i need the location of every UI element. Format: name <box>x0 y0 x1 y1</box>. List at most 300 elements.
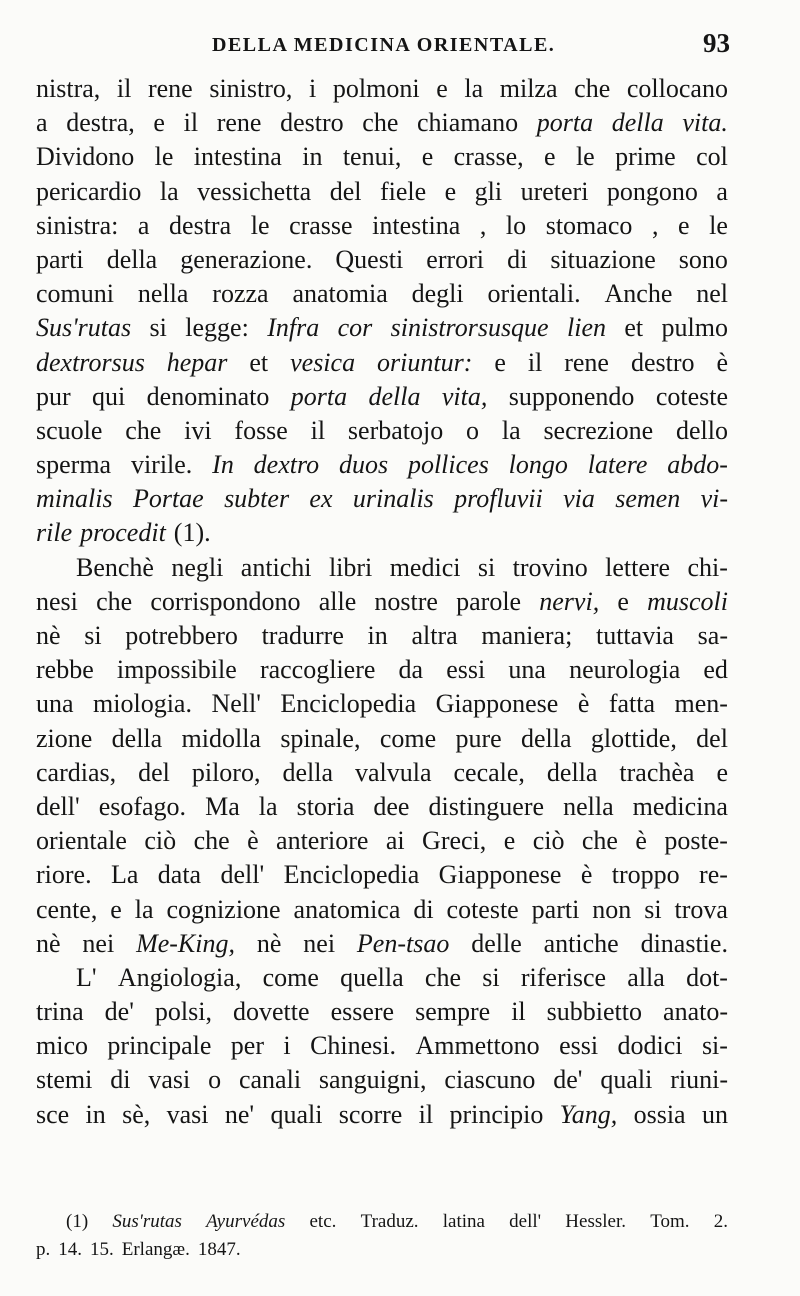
word: riferisce <box>520 962 607 992</box>
word: destro <box>280 108 344 138</box>
word: potrebbero <box>125 621 238 650</box>
word: lien <box>567 313 606 343</box>
word: alla <box>627 962 665 992</box>
word: crasse <box>289 210 353 240</box>
text-line <box>36 653 728 687</box>
word: pongono <box>606 176 698 206</box>
word: le <box>709 210 728 240</box>
word: si <box>149 313 167 343</box>
word: Ammettono <box>415 1031 540 1061</box>
word: supponendo <box>508 381 635 411</box>
word: anteriore <box>276 826 369 856</box>
text-line <box>36 482 728 516</box>
word: latina <box>442 1211 485 1232</box>
word: vessichetta <box>197 176 312 206</box>
word: urinalis <box>352 484 434 514</box>
word: le <box>250 210 270 240</box>
text-line <box>36 1236 728 1264</box>
text-line <box>36 893 728 927</box>
word: trina <box>36 997 84 1027</box>
word: trova <box>674 894 728 924</box>
text-line <box>36 790 728 824</box>
word: , <box>479 210 487 240</box>
running-head: DELLA MEDICINA ORIENTALE. <box>212 34 556 56</box>
word: pollices <box>407 450 489 480</box>
word: comuni <box>36 279 114 309</box>
word: Giapponese <box>438 860 562 890</box>
word: dot- <box>686 962 728 992</box>
word: il <box>418 1099 434 1129</box>
word: del <box>138 757 170 787</box>
word: parole <box>456 586 522 616</box>
word: in <box>302 142 323 172</box>
footnote <box>36 1208 728 1264</box>
word: lo <box>505 210 527 240</box>
word: si <box>482 962 500 992</box>
word: o <box>466 415 480 445</box>
word: storia <box>296 791 355 821</box>
word: subter <box>224 484 290 514</box>
word: de' <box>104 997 134 1027</box>
word: milza <box>499 74 558 103</box>
word: qui <box>92 381 126 411</box>
text-line <box>36 824 728 858</box>
word: e <box>421 142 434 172</box>
word: Infra <box>267 313 320 343</box>
text-line <box>36 243 728 277</box>
word: generazione. <box>180 244 313 274</box>
word: della <box>106 244 158 274</box>
word: impossibile <box>116 655 237 685</box>
word: destra, <box>66 108 135 138</box>
word: minalis <box>36 484 113 514</box>
text-line <box>36 516 728 550</box>
word: vita, <box>441 381 488 411</box>
text-line <box>36 175 728 209</box>
word: et <box>624 313 644 343</box>
word: nè <box>256 928 282 958</box>
word: 14. <box>58 1239 82 1260</box>
word: muscoli <box>647 586 728 616</box>
word: o <box>208 1065 222 1095</box>
word: tuttavia <box>595 621 674 650</box>
word: destra <box>169 210 232 240</box>
word: una <box>508 655 546 685</box>
word: ne' <box>224 1099 255 1129</box>
word: vasi <box>148 1065 191 1095</box>
word: sinistro, <box>209 74 293 103</box>
word: intestina <box>372 210 461 240</box>
word: nei <box>303 928 336 958</box>
word: degli <box>411 279 464 309</box>
word: della <box>282 757 333 787</box>
word: si- <box>701 1031 728 1061</box>
word: Ayurvédas <box>206 1211 286 1232</box>
word: et <box>249 347 269 377</box>
word: raccogliere <box>259 655 376 685</box>
word: rebbe <box>36 655 94 685</box>
word: sce <box>36 1099 70 1129</box>
word: coteste <box>655 381 728 411</box>
text-line <box>36 1098 728 1132</box>
word: Yang, <box>559 1099 618 1129</box>
word: rene <box>564 347 609 377</box>
word: midolla <box>181 723 261 753</box>
word: glottide, <box>590 723 677 753</box>
word: principio <box>449 1099 544 1129</box>
word: ex <box>309 484 333 514</box>
word: sperma <box>36 450 112 480</box>
word: è <box>577 689 590 719</box>
page-number: 93 <box>703 28 730 58</box>
word: che <box>125 415 162 445</box>
word: trachèa <box>619 757 695 787</box>
word: troppo <box>611 860 680 890</box>
word: sinistra: <box>36 210 119 240</box>
word: principale <box>107 1031 212 1061</box>
word: la <box>159 176 179 206</box>
word: il <box>116 74 132 103</box>
word: ciascuno <box>444 1065 536 1095</box>
text-line <box>36 448 728 482</box>
word: dodici <box>617 1031 683 1061</box>
word: intestina <box>193 142 282 172</box>
word: vesica <box>290 347 356 377</box>
word: valvula <box>354 757 432 787</box>
word: ureteri <box>520 176 589 206</box>
word: sono <box>678 244 728 274</box>
word: di <box>507 244 528 274</box>
word: dextrorsus <box>36 347 145 377</box>
text-line <box>36 106 728 140</box>
word: chiamano <box>417 108 519 138</box>
text-line <box>36 1063 728 1097</box>
word: Portae <box>132 484 204 514</box>
word: nella <box>137 279 189 309</box>
word: è <box>716 347 728 377</box>
word: dell' <box>36 791 80 821</box>
word: sempre <box>415 997 491 1027</box>
word: Chinesi. <box>310 1031 397 1061</box>
word: dextro <box>253 450 320 480</box>
word: è <box>247 826 259 856</box>
word: Giapponese <box>435 689 559 719</box>
word: delle <box>471 928 522 958</box>
text-line <box>36 722 728 756</box>
word: la <box>501 415 521 445</box>
word: vita. <box>682 108 728 138</box>
word: stemi <box>36 1065 93 1095</box>
word: nè <box>36 621 61 650</box>
word: antichi <box>240 552 312 582</box>
word: 15. <box>90 1239 114 1260</box>
word: come <box>262 962 319 992</box>
word: da <box>398 655 424 685</box>
word: le <box>154 142 174 172</box>
word: in <box>367 621 388 650</box>
word: e <box>678 210 690 240</box>
word: (1) <box>66 1211 89 1232</box>
word: Hessler. <box>565 1211 626 1232</box>
word: che <box>362 108 399 138</box>
word: La <box>110 860 139 890</box>
word: vi- <box>700 484 728 514</box>
word: situazione <box>550 244 656 274</box>
word: gli <box>474 176 503 206</box>
word: chi- <box>687 552 728 582</box>
word: polsi, <box>154 997 212 1027</box>
word: sinistrorsusque <box>390 313 549 343</box>
word: si <box>644 894 662 924</box>
word: porta <box>290 381 348 411</box>
word: serbatojo <box>347 415 444 445</box>
word: rile <box>36 518 73 548</box>
word: sa- <box>697 621 728 650</box>
word: Anche <box>604 279 673 309</box>
word: nostre <box>374 586 438 616</box>
word: dee <box>373 791 410 821</box>
word: le <box>575 142 595 172</box>
word: cardias, <box>36 757 117 787</box>
word: riuni- <box>670 1065 728 1095</box>
word: zione <box>36 723 93 753</box>
word: Erlangæ. <box>121 1239 190 1260</box>
word: dinastie. <box>640 928 728 958</box>
word: procedit <box>80 518 166 548</box>
word: virile. <box>130 450 193 480</box>
word: e <box>503 826 516 856</box>
word: Ma <box>205 791 240 821</box>
text-line <box>36 551 728 585</box>
word: del <box>696 723 728 753</box>
word: il <box>527 347 543 377</box>
word: dell' <box>220 860 265 890</box>
word: cor <box>337 313 373 343</box>
word: il <box>511 997 526 1027</box>
word: destro <box>630 347 695 377</box>
word: data <box>157 860 202 890</box>
word: a <box>716 176 728 206</box>
word: tradurre <box>261 621 344 650</box>
word: trovino <box>512 552 588 582</box>
word: medicina <box>632 791 728 821</box>
word: Benchè <box>76 552 154 582</box>
word: della <box>111 723 163 753</box>
word: che <box>193 826 230 856</box>
word: negli <box>171 552 224 582</box>
word: subbietto <box>546 997 643 1027</box>
word: nè <box>36 928 61 958</box>
word: che <box>574 74 611 103</box>
word: riore. <box>36 860 92 890</box>
word: nei <box>82 928 115 958</box>
word: sè, <box>122 1099 151 1129</box>
word: e <box>617 586 629 616</box>
text-line <box>36 687 728 721</box>
word: vasi <box>166 1099 209 1129</box>
text-line <box>36 140 728 174</box>
word: Angiologia, <box>117 962 242 992</box>
word: il <box>183 108 199 138</box>
word: i <box>309 74 317 103</box>
word: Tom. <box>650 1211 690 1232</box>
word: parti <box>36 244 84 274</box>
word: via <box>563 484 595 514</box>
word: libri <box>328 552 373 582</box>
word: maniera; <box>481 621 573 650</box>
word: come <box>379 723 437 753</box>
word: per <box>230 1031 264 1061</box>
word: dovette <box>233 997 310 1027</box>
word: quali <box>270 1099 323 1129</box>
word: cognizione <box>166 894 281 924</box>
word: scuole <box>36 415 103 445</box>
word: spinale, <box>280 723 361 753</box>
word: fosse <box>234 415 288 445</box>
word: orientale <box>36 826 127 856</box>
word: In <box>212 450 234 480</box>
word: altra <box>411 621 458 650</box>
word: , <box>651 210 659 240</box>
word: e <box>110 894 122 924</box>
page-header <box>36 28 730 62</box>
word: Sus'rutas <box>112 1211 182 1232</box>
word: men- <box>674 689 728 719</box>
word: un <box>701 1099 728 1129</box>
word: si <box>477 552 496 582</box>
word: prime <box>615 142 676 172</box>
word: ciò <box>144 826 177 856</box>
word: a <box>36 108 48 138</box>
word: tenui, <box>342 142 402 172</box>
word: Traduz. <box>360 1211 419 1232</box>
text-line <box>36 1029 728 1063</box>
word: che <box>96 586 133 616</box>
word: scorre <box>338 1099 403 1129</box>
word: latere <box>587 450 648 480</box>
word: anatomia <box>292 279 388 309</box>
word: che <box>424 962 462 992</box>
word: corrispondono <box>150 586 301 616</box>
word: 2. <box>713 1211 728 1232</box>
word: ai <box>385 826 405 856</box>
word: essi <box>446 655 486 685</box>
text-line <box>36 380 728 414</box>
word: crasse, <box>453 142 524 172</box>
text-line <box>36 961 728 995</box>
word: cente, <box>36 894 98 924</box>
word: oriuntur: <box>377 347 473 377</box>
word: orientali. <box>487 279 581 309</box>
word: polmoni <box>332 74 420 103</box>
text-line <box>36 619 728 653</box>
word: rozza <box>212 279 269 309</box>
word: canali <box>238 1065 302 1095</box>
word: rene <box>216 108 262 138</box>
word: la <box>134 894 154 924</box>
word: Dividono <box>36 142 135 172</box>
word: Enciclopedia <box>280 689 417 719</box>
text-line <box>36 585 728 619</box>
word: (1). <box>173 518 211 548</box>
word: pericardio <box>36 176 142 206</box>
word: neurologia <box>569 655 681 685</box>
word: sanguigni, <box>318 1065 427 1095</box>
word: della <box>546 757 598 787</box>
word: alle <box>318 586 357 616</box>
word: una <box>36 689 74 719</box>
word: poste- <box>664 826 728 856</box>
word: denominato <box>146 381 270 411</box>
word: Enciclopedia <box>283 860 420 890</box>
word: ed <box>703 655 728 685</box>
word: 1847. <box>197 1239 241 1260</box>
word: re- <box>699 860 728 890</box>
word: a <box>137 210 150 240</box>
text-line <box>36 277 728 311</box>
word: anato- <box>663 997 728 1027</box>
word: mico <box>36 1031 88 1061</box>
word: esofago. <box>98 791 187 821</box>
word: col <box>696 142 728 172</box>
word: anatomica <box>293 894 401 924</box>
word: e <box>444 176 457 206</box>
word: parti <box>531 894 580 924</box>
word: dell' <box>509 1211 542 1232</box>
text-line <box>36 995 728 1029</box>
word: della <box>521 723 572 753</box>
word: non <box>592 894 632 924</box>
word: il <box>310 415 326 445</box>
word: p. <box>36 1239 51 1260</box>
text-line <box>36 346 728 380</box>
word: quali <box>600 1065 653 1095</box>
text-line <box>36 72 728 106</box>
word: Pen-tsao <box>356 928 450 958</box>
word: nistra, <box>36 74 101 103</box>
text-line <box>36 209 728 243</box>
word: lettere <box>605 552 671 582</box>
word: legge: <box>185 313 249 343</box>
word: Nell' <box>211 689 261 719</box>
word: del <box>329 176 362 206</box>
word: e <box>494 347 506 377</box>
word: essi <box>559 1031 599 1061</box>
word: cecale, <box>453 757 525 787</box>
word: ciò <box>532 826 565 856</box>
word: dello <box>675 415 728 445</box>
word: Greci, <box>422 826 487 856</box>
word: ivi <box>184 415 212 445</box>
word: in <box>85 1099 106 1129</box>
word: di <box>110 1065 131 1095</box>
word: nesi <box>36 586 78 616</box>
word: piloro, <box>191 757 261 787</box>
text-line <box>36 927 728 961</box>
word: Me-King, <box>136 928 235 958</box>
word: e <box>716 757 728 787</box>
word: de' <box>553 1065 583 1095</box>
word: hepar <box>166 347 228 377</box>
word: ossia <box>633 1099 686 1129</box>
word: antiche <box>543 928 619 958</box>
word: errori <box>426 244 485 274</box>
word: abdo- <box>667 450 728 480</box>
word: della <box>611 108 664 138</box>
word: che <box>581 826 618 856</box>
word: pulmo <box>661 313 728 343</box>
word: e <box>544 142 556 172</box>
